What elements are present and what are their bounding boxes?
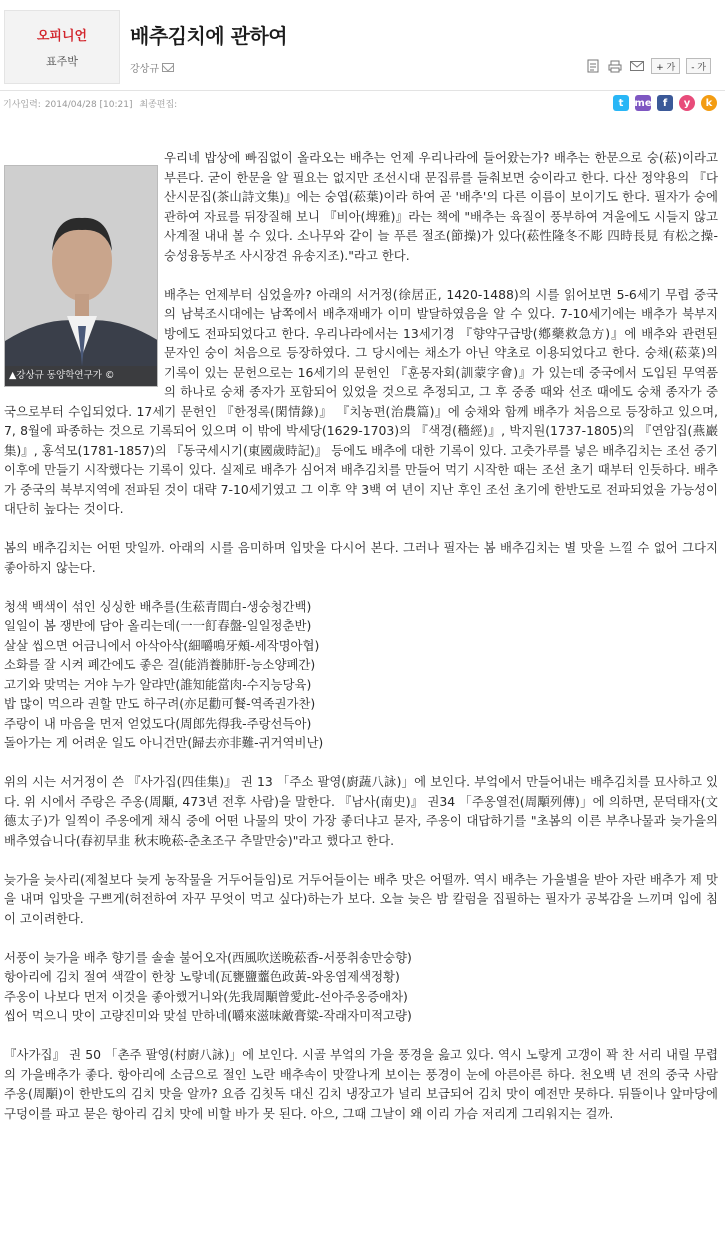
article-title: 배추김치에 관하여	[130, 24, 288, 48]
date-label: 기사입력:	[3, 100, 41, 110]
poem-line: 살살 씹으면 어금니에서 아삭아삭(細嚼鳴牙頰-세작명아협)	[4, 637, 320, 653]
poem-line: 일일이 봄 쟁반에 담아 올리는데(一一飣春盤-일일정춘반)	[4, 618, 312, 633]
date-value: 2014/04/28 [10:21]	[44, 100, 133, 110]
poem-line: 주랑이 내 마음을 먼저 얻었도다(周郎先得我-주랑선득아)	[4, 715, 312, 731]
poem-line: 돌아가는 게 어려운 일도 아니건만(歸去亦非難-귀거역비난)	[4, 735, 324, 750]
article-header	[0, 0, 725, 88]
kakao-icon[interactable]: k	[701, 95, 717, 111]
yozm-icon[interactable]: y	[679, 95, 695, 111]
photo-caption: ▲강상규 동양학연구가 ©	[5, 366, 157, 386]
author-photo	[4, 165, 158, 387]
section-title[interactable]: 오피니언	[36, 29, 88, 44]
body-paragraph: 우리네 밥상에 빠짐없이 올라오는 배추는 언제 우리나라에 들어왔는가? 배추는 한문으로 숭(菘)이라고 부른다. 굳이 한문을 알 필요는 없지만 조선시대 문집류를 들춰보면 숭이라고 한다. 다산 정약용의 『다산시문집(茶山詩文集)』에는 숭엽(菘葉)이라 하여 곧 '배추'의 다른 이름이 보이기도 한다. 필자가 숭에 관하여 자료를 뒤장질해 보니 『비아(埤雅)』라는 책에 "배추는 육질이 풍부하여 겨울에도 시들지 않고 사계절 내내 볼 수 있다. 소나무와 같이 늘 푸른 절조(節操)가 있다(菘性隆冬不彫 四時長見 有松之操-숭성융동부조 사시장견 유송지조)."라고 한다.	[164, 150, 718, 263]
body-paragraph: 배추는 언제부터 심었을까? 아래의 서거정(徐居正, 1420-1488)의 시를 읽어보면 5-6세기 무렵 중국의 남북조시대에는 남쪽에서 배추재배가 이미 발달하였음을 알 수 있다. 7-10세기에는 배추가 북부지방에도 전파되었다고 한다. 우리나라에서는 13세기경 『향약구급방(鄕藥救急方)』에 배추와 관련된 문자인 숭이 처음으로 등장하였다. 그 당시에는 채소가 아닌 약초로 이용되었다고 한다. 숭채(菘菜)의 기록이 있는 문헌으로는 16세기의 문헌인 『훈몽자회(訓蒙字會)』가 있는데 중국에서 도입된 무역품의 하나로 숭채 종자가 포함되어 있었을 것으로 추정되고, 그 후 중종 때와 선조 때에도 숭채 종자가 중국으로부터 수입되었다. 17세기 문헌인 『한정록(閑情錄)』 『치농편(治農篇)』에 숭채와 함께 배추가 처음으로 등장하고 있으며, 7, 8월에 파종하는 것으로 기록되어 있으며 이 밖에 박세당(1629-1703)의 『색경(穡經)』, 박지원(1737-1805)의 『연암집(燕巖集)』, 홍석모(1781-1857)의 『동국세시기(東國歲時記)』 등에도 배추에 대한 기록이 있다. 고춧가루를 넣은 배추김치는 조선 중기 이후에 만들기 시작했다는 기록이 있다. 실제로 배추가 심어져 배추김치를 만들어 먹기 시작한 때는 조선 초기 때부터 인듯하다. 배추가 중국의 북부지역에 전파된 것이 대략 7-10세기였고 그 이후 약 3백 여 년이 지난 후인 조선 초기에 한반도로 전파되었을 가능성이 대단히 높다는 것이다.	[4, 286, 718, 516]
author-line	[130, 60, 174, 75]
article-body	[4, 148, 718, 1143]
poem-line: 소화를 잘 시켜 폐간에도 좋은 걸(能消養肺肝-능소양폐간)	[4, 657, 316, 672]
body-paragraph: 늦가을 늦사리(제철보다 늦게 농작물을 거두어들임)로 거두어들이는 배추 맛은 어떨까. 역시 배추는 가을별을 받아 자란 배추가 제 맛을 내며 입맛을 구쁘게(허전하여 자꾸 무엇이 먹고 싶다)하는가 보다. 오늘 늦은 밤 칼럼을 집필하는 필자가 공복감을 느끼며 입에 침이 고이려한다.	[4, 871, 718, 926]
author-name[interactable]: 강상규	[130, 64, 159, 75]
poem-line: 고기와 맞먹는 거야 누가 알랴만(誰知能當肉-수지능당육)	[4, 676, 312, 692]
twitter-icon[interactable]: t	[613, 95, 629, 111]
print-icon[interactable]	[607, 58, 623, 74]
poem-block	[4, 597, 718, 753]
poem-block	[4, 948, 718, 1026]
body-paragraph: 봄의 배추김치는 어떤 맛일까. 아래의 시를 음미하며 입맛을 다시어 본다. 그러나 필자는 봄 배추김치는 별 맛을 느낄 수 없어 그다지 좋아하지 않는다.	[4, 540, 718, 575]
article-meta	[3, 97, 181, 110]
font-decrease-button[interactable]: - 가	[686, 58, 711, 74]
author-mail-icon[interactable]	[162, 63, 174, 72]
poem-line: 밥 많이 먹으라 권할 만도 하구려(亦足勸可餐-역족권가찬)	[4, 696, 316, 711]
poem-line: 주옹이 나보다 먼저 이것을 좋아했거니와(先我周顒曾愛此-선아주옹증애차)	[4, 988, 408, 1004]
poem-line: 청색 백색이 섞인 싱싱한 배추를(生菘青間白-생숭청간백)	[4, 598, 312, 614]
mail-icon[interactable]	[629, 58, 645, 74]
section-subtitle[interactable]: 표주박	[46, 55, 78, 68]
body-paragraph: 위의 시는 서거정이 쓴 『사가집(四佳集)』 권 13 「주소 팔영(廚蔬八詠)」에 보인다. 부엌에서 만들어내는 배추김치를 묘사하고 있다. 위 시에서 주랑은 주옹(周顒, 473년 전후 사람)을 말한다. 『남사(南史)』 권34 「주옹열전(周顒列傳)」에 의하면, 문덕태자(文德太子)가 일찍이 주옹에게 채식 중에 어떤 나물의 맛이 가장 좋더냐고 묻자, 주옹이 대답하기를 "초봄의 이른 부추나물과 늦가을의 배추였습니다(春初早韭 秋末晩菘-춘초조구 추말만숭)"라고 했다고 한다.	[4, 774, 718, 848]
section-box	[4, 10, 120, 84]
document-icon[interactable]	[585, 58, 601, 74]
poem-line: 씹어 먹으니 맛이 고량진미와 맞설 만하네(嚼來滋味敵膏粱-작래자미적고량)	[4, 1008, 412, 1023]
me2day-icon[interactable]: me	[635, 95, 651, 111]
social-share	[613, 95, 717, 111]
body-paragraph: 『사가집』 권 50 「촌주 팔영(村廚八詠)」에 보인다. 시골 부엌의 가을 풍경을 읊고 있다. 역시 노랗게 고갱이 꽉 찬 서리 내릴 무렵의 가을배추가 좋다. 항아리에 소금으로 절인 노란 배추속이 맛깔나게 보이는 풍경이 눈에 아른아른 하다. 천오백 년 전의 중국 사람 주옹(周顒)이 한반도의 김치 맛을 알까? 요즘 김칫독 대신 김치 냉장고가 널리 보급되어 김치 맛이 예전만 못하다. 뒤뜰이나 앞마당에 구덩이를 파고 묻은 항아리 김치 맛에 비할 바가 못 된다. 아으, 그때 그날이 왜 이리 가슴 저리게 그리워지는 걸까.	[4, 1047, 718, 1121]
poem-line: 항아리에 김치 절여 색깔이 한창 노랗네(瓦甕鹽虀色政黃-와옹염제색정황)	[4, 969, 400, 984]
edit-label: 최종편집:	[139, 100, 178, 110]
poem-line: 서풍이 늦가을 배추 향기를 솔솔 불어오자(西風吹送晩菘香-서풍취송만숭향)	[4, 949, 412, 965]
font-increase-button[interactable]: + 가	[651, 58, 680, 74]
article-tools	[585, 58, 711, 74]
article-meta-bar	[0, 90, 725, 116]
facebook-icon[interactable]: f	[657, 95, 673, 111]
